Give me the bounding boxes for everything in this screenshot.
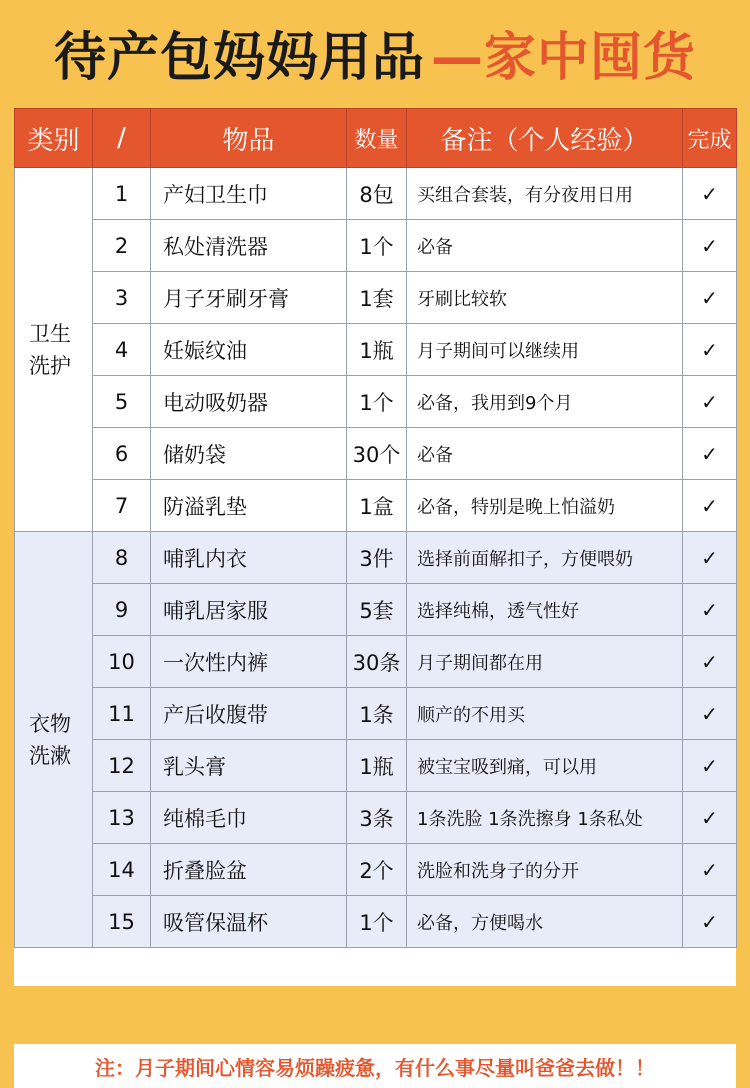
category-cell-hygiene (15, 168, 93, 532)
header-done: 完成 (683, 109, 737, 168)
table-row (15, 844, 737, 896)
done-checkmark: ✓ (683, 584, 737, 636)
item-quantity: 30条 (347, 636, 407, 688)
item-quantity: 2个 (347, 844, 407, 896)
table-row (15, 428, 737, 480)
item-name: 吸管保温杯 (151, 896, 347, 948)
table-row (15, 376, 737, 428)
item-quantity: 30个 (347, 428, 407, 480)
item-name: 电动吸奶器 (151, 376, 347, 428)
row-number: 4 (93, 324, 151, 376)
row-number: 14 (93, 844, 151, 896)
table-row (15, 896, 737, 948)
item-name: 哺乳内衣 (151, 532, 347, 584)
done-checkmark: ✓ (683, 220, 737, 272)
header-note: 备注（个人经验） (407, 109, 683, 168)
item-note: 顺产的不用买 (407, 688, 683, 740)
header-index: / (93, 109, 151, 168)
row-number: 12 (93, 740, 151, 792)
category-cell-clothing (15, 532, 93, 948)
table-row (15, 688, 737, 740)
header-category: 类别 (15, 109, 93, 168)
row-number: 9 (93, 584, 151, 636)
table-row (15, 272, 737, 324)
item-name: 私处清洗器 (151, 220, 347, 272)
item-quantity: 8包 (347, 168, 407, 220)
row-number: 10 (93, 636, 151, 688)
title-main: 待产包妈妈用品 (53, 28, 425, 88)
item-quantity: 1盒 (347, 480, 407, 532)
item-quantity: 1条 (347, 688, 407, 740)
item-note: 必备 (407, 220, 683, 272)
item-name: 纯棉毛巾 (151, 792, 347, 844)
item-note: 必备 (407, 428, 683, 480)
item-name: 产后收腹带 (151, 688, 347, 740)
done-checkmark: ✓ (683, 740, 737, 792)
done-checkmark: ✓ (683, 324, 737, 376)
item-name: 折叠脸盆 (151, 844, 347, 896)
table-row (15, 480, 737, 532)
row-number: 8 (93, 532, 151, 584)
row-number: 5 (93, 376, 151, 428)
item-note: 买组合套装，有分夜用日用 (407, 168, 683, 220)
row-number: 3 (93, 272, 151, 324)
item-name: 产妇卫生巾 (151, 168, 347, 220)
item-note: 选择前面解扣子，方便喂奶 (407, 532, 683, 584)
item-note: 月子期间可以继续用 (407, 324, 683, 376)
table-row (15, 532, 737, 584)
header-quantity: 数量 (347, 109, 407, 168)
item-note: 选择纯棉，透气性好 (407, 584, 683, 636)
done-checkmark: ✓ (683, 168, 737, 220)
row-number: 6 (93, 428, 151, 480)
table-row (15, 740, 737, 792)
item-note: 必备，特别是晚上怕溢奶 (407, 480, 683, 532)
item-quantity: 1瓶 (347, 324, 407, 376)
item-quantity: 1瓶 (347, 740, 407, 792)
item-name: 月子牙刷牙膏 (151, 272, 347, 324)
item-quantity: 3件 (347, 532, 407, 584)
item-name: 哺乳居家服 (151, 584, 347, 636)
header-item: 物品 (151, 109, 347, 168)
item-note: 被宝宝吸到痛，可以用 (407, 740, 683, 792)
item-name: 防溢乳垫 (151, 480, 347, 532)
item-name: 妊娠纹油 (151, 324, 347, 376)
item-note: 必备，我用到9个月 (407, 376, 683, 428)
category-label-line2: 洗护 (29, 353, 71, 378)
table-row (15, 168, 737, 220)
row-number: 13 (93, 792, 151, 844)
item-name: 储奶袋 (151, 428, 347, 480)
row-number: 11 (93, 688, 151, 740)
row-number: 15 (93, 896, 151, 948)
done-checkmark: ✓ (683, 272, 737, 324)
table-row (15, 220, 737, 272)
item-quantity: 1个 (347, 896, 407, 948)
item-note: 必备，方便喝水 (407, 896, 683, 948)
table-row (15, 324, 737, 376)
item-note: 1条洗脸 1条洗擦身 1条私处 (407, 792, 683, 844)
table-row (15, 636, 737, 688)
item-quantity: 1套 (347, 272, 407, 324)
checklist-sheet (14, 108, 736, 1080)
item-quantity: 1个 (347, 376, 407, 428)
done-checkmark: ✓ (683, 480, 737, 532)
item-note: 月子期间都在用 (407, 636, 683, 688)
done-checkmark: ✓ (683, 792, 737, 844)
done-checkmark: ✓ (683, 636, 737, 688)
row-number: 1 (93, 168, 151, 220)
page-title (0, 0, 750, 105)
title-subtitle: —家中囤货 (431, 28, 697, 88)
item-name: 一次性内裤 (151, 636, 347, 688)
row-number: 7 (93, 480, 151, 532)
done-checkmark: ✓ (683, 532, 737, 584)
category-label-line1: 卫生 (29, 321, 71, 346)
row-number: 2 (93, 220, 151, 272)
category-label-line1: 衣物 (29, 711, 71, 736)
done-checkmark: ✓ (683, 376, 737, 428)
done-checkmark: ✓ (683, 896, 737, 948)
checklist-table (14, 108, 737, 948)
item-note: 牙刷比较软 (407, 272, 683, 324)
done-checkmark: ✓ (683, 844, 737, 896)
footnote: 注：月子期间心情容易烦躁疲惫，有什么事尽量叫爸爸去做！！ (14, 1044, 736, 1088)
done-checkmark: ✓ (683, 428, 737, 480)
item-quantity: 5套 (347, 584, 407, 636)
item-note: 洗脸和洗身子的分开 (407, 844, 683, 896)
item-quantity: 3条 (347, 792, 407, 844)
table-header-row (15, 109, 737, 168)
item-quantity: 1个 (347, 220, 407, 272)
done-checkmark: ✓ (683, 688, 737, 740)
table-row (15, 584, 737, 636)
category-label-line2: 洗漱 (29, 743, 71, 768)
item-name: 乳头膏 (151, 740, 347, 792)
table-row (15, 792, 737, 844)
